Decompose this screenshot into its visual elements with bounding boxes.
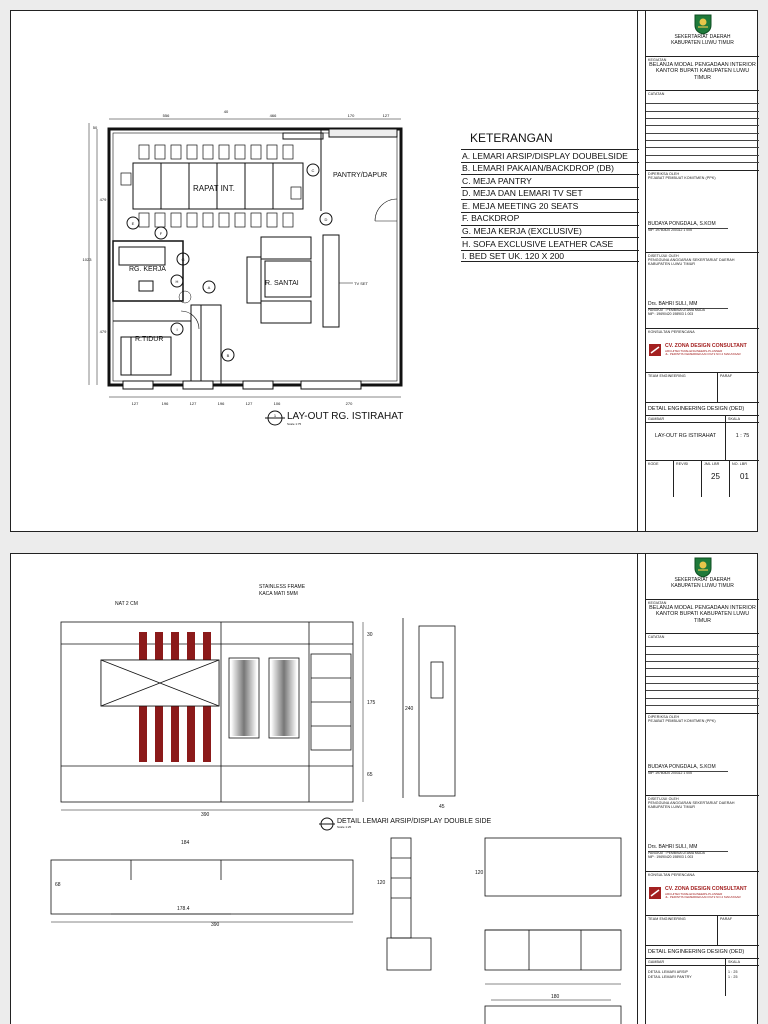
- org-line-1: SEKERTARIAT DAERAH: [674, 577, 731, 583]
- marker-c: C: [311, 168, 315, 173]
- gambar-label: GAMBAR: [646, 959, 726, 965]
- team-label: TEAM ENGINEERING: [646, 916, 718, 945]
- ppk-nip: NIP. 19760420 200312 1 005: [648, 771, 728, 776]
- konsultan-section: [646, 329, 759, 373]
- title-block-2: [645, 554, 759, 1024]
- gambar-label: GAMBAR: [646, 416, 726, 422]
- paraf-label: PARAF: [720, 374, 733, 379]
- pa-rank: PANGKAT : PEMBINA UTAMA MUDA: [648, 308, 728, 313]
- revisi-label: REVISI: [676, 462, 689, 467]
- dim-pantry-8: 120: [377, 880, 386, 886]
- dim-bottom-7: 270: [345, 401, 353, 406]
- dim-pantry-5: 178.4: [177, 906, 190, 912]
- marker-f: F: [159, 231, 163, 236]
- diperiksa-label: DIPERIKSA OLEH: [648, 172, 680, 177]
- dim-left-1: 50: [92, 125, 98, 130]
- catatan-lines: [646, 97, 759, 170]
- skala-value-2: 1 : 25: [728, 974, 738, 979]
- pa-name: Drs. BAHRI SULI, MM: [648, 301, 698, 308]
- pejabat-label: PEJABAT PEMBUAT KOMITMEN (PPK): [648, 176, 716, 181]
- note-stainless: STAINLESS FRAME: [259, 584, 306, 590]
- kegiatan-label: KEGIATAN: [648, 58, 667, 62]
- drawing-title-text: LAY-OUT RG. ISTIRAHAT: [287, 411, 404, 422]
- dim-top-1: 556: [162, 113, 170, 118]
- room-label-rapat: RAPAT INT.: [193, 184, 235, 193]
- skala-value: 1 : 75: [735, 433, 750, 440]
- logo-area: [646, 554, 759, 600]
- gambar-values: [646, 966, 726, 996]
- no-value: 01: [740, 471, 749, 481]
- dim-left-4: 479: [99, 329, 107, 334]
- gambar-header: [646, 416, 759, 423]
- legend-item: B. LEMARI PAKAIAN/BACKDROP (DB): [461, 162, 639, 175]
- legend-item: I. BED SET UK. 120 X 200: [461, 250, 639, 263]
- logo-area: [646, 11, 759, 57]
- dim-bottom-4: 196: [217, 401, 225, 406]
- pengguna-label: PENGGUNA ANGGARAN SEKERTARIAT DAERAH KABUPATEN LUWU TIMUR: [648, 801, 735, 810]
- pa-nip: NIP : 19690420 198903 1 003: [648, 855, 694, 860]
- dim-bottom-1: 127: [131, 401, 139, 406]
- skala-label: SKALA: [728, 417, 741, 422]
- note-nat: NAT 2 CM: [115, 601, 138, 607]
- konsultan-label: KONSULTAN PERENCANA: [648, 873, 695, 878]
- konsultan-section: [646, 872, 759, 916]
- legend-item: H. SOFA EXCLUSIVE LEATHER CASE: [461, 237, 639, 250]
- room-label-santai: R. SANTAI: [265, 280, 299, 287]
- team-label: TEAM ENGINEERING: [646, 373, 718, 402]
- marker-b: B: [226, 353, 230, 358]
- drawing-sheet-1: [10, 10, 758, 532]
- dim-front-width: 390: [201, 812, 210, 818]
- drawing-title-1: [287, 411, 403, 426]
- marker-a: A: [207, 285, 211, 290]
- consultant-sub1: ARCHITECTURE-ENGINEERS-PLANNER: [665, 348, 723, 353]
- dim-top-4: 170: [347, 113, 355, 118]
- catatan-section: [646, 634, 759, 714]
- dim-pantry-18: 180: [551, 994, 560, 1000]
- consultant-logo-icon: [648, 886, 662, 900]
- label-tvset: TV SET: [354, 281, 369, 286]
- drawing-title-2: [337, 818, 491, 829]
- pejabat-label: PEJABAT PEMBUAT KOMITMEN (PPK): [648, 719, 716, 724]
- catatan-label: CATATAN: [648, 92, 665, 96]
- gambar-value: LAY-OUT RG ISTIRAHAT: [646, 423, 726, 460]
- pa-rank: PANGKAT : PEMBINA UTAMA MUDA: [648, 851, 728, 856]
- floor-plan: [11, 11, 638, 533]
- dim-bottom-3: 127: [189, 401, 197, 406]
- kegiatan-text: BELANJA MODAL PENGADAAN INTERIOR KANTOR BUPATI KABUPATEN LUWU TIMUR: [649, 605, 756, 624]
- pengguna-label: PENGGUNA ANGGARAN SEKERTARIAT DAERAH KABUPATEN LUWU TIMUR: [648, 258, 735, 267]
- org-line-1: SEKERTARIAT DAERAH: [674, 34, 731, 40]
- team-section: [646, 373, 759, 403]
- cabinet-details: [11, 554, 638, 1024]
- ded-label: DETAIL ENGINEERING DESIGN (DED): [646, 403, 759, 416]
- layout-drawing-area: [11, 11, 638, 531]
- ppk-nip: NIP. 19760420 200312 1 005: [648, 228, 728, 233]
- disetujui-label: DISETUJUI OLEH: [648, 254, 679, 259]
- dim-bottom-5: 127: [245, 401, 253, 406]
- kegiatan-section: [646, 600, 759, 634]
- gambar-value-1: DETAIL LEMARI ARSIP: [648, 970, 689, 975]
- legend-item: E. MEJA MEETING 20 SEATS: [461, 199, 639, 212]
- ppk-section: [646, 171, 759, 253]
- catatan-section: [646, 91, 759, 171]
- consultant-sub2: JL. PERINTIS KEMERDEKAAN KM 9 NO.2 MAKASSAR: [665, 352, 741, 357]
- gambar-value-2: DETAIL LEMARI PANTRY: [648, 974, 692, 979]
- kode-label: KODE: [648, 462, 659, 467]
- gambar-row: [646, 423, 759, 461]
- jml-value: 25: [711, 471, 720, 481]
- consultant-name: CV. ZONA DESIGN CONSULTANT: [665, 885, 747, 892]
- pa-name: Drs. BAHRI SULI, MM: [648, 844, 698, 851]
- ppk-name: BUDAYA PONGDALA, S.KOM: [648, 764, 716, 771]
- gambar-row: [646, 966, 759, 996]
- konsultan-label: KONSULTAN PERENCANA: [648, 330, 695, 335]
- pa-section: [646, 796, 759, 872]
- marker-i: I: [176, 327, 178, 332]
- dim-pantry-3: 68: [55, 882, 61, 888]
- dim-bottom-2: 196: [161, 401, 169, 406]
- org-line-2: KABUPATEN LUWU TIMUR: [671, 582, 734, 589]
- dim-front-top: 30: [367, 632, 373, 638]
- dim-top-2: 40: [223, 109, 229, 114]
- svg-text:1: 1: [273, 413, 277, 418]
- note-kaca: KACA MATI 5MM: [259, 591, 298, 597]
- pa-nip: NIP : 19690420 198903 1 003: [648, 312, 694, 317]
- dim-pantry-1: 184: [181, 840, 190, 846]
- diperiksa-label: DIPERIKSA OLEH: [648, 715, 680, 720]
- dim-top-3: 466: [269, 113, 277, 118]
- skala-value-1: 1 : 25: [728, 970, 738, 975]
- dim-pantry-7: 390: [211, 922, 220, 928]
- legend-title: KETERANGAN: [470, 131, 553, 145]
- marker-h: H: [175, 279, 179, 284]
- pa-section: [646, 253, 759, 329]
- marker-d: D: [324, 217, 328, 222]
- paraf-label: PARAF: [720, 917, 733, 922]
- consultant-block: [648, 334, 757, 366]
- sheet-number-row: [646, 461, 759, 497]
- dim-top-5: 127: [382, 113, 390, 118]
- consultant-block: [648, 877, 757, 909]
- regency-emblem-icon: [692, 13, 714, 35]
- ppk-name: BUDAYA PONGDALA, S.KOM: [648, 221, 716, 228]
- legend-item: C. MEJA PANTRY: [461, 174, 639, 187]
- marker-g: G: [181, 257, 185, 262]
- consultant-sub1: ARCHITECTURE-ENGINEERS-PLANNER: [665, 891, 723, 896]
- drawing-scale: Scale 1:25: [337, 825, 352, 829]
- gambar-header: [646, 959, 759, 966]
- legend-item: D. MEJA DAN LEMARI TV SET: [461, 187, 639, 200]
- dim-left-3: 1023: [82, 257, 92, 262]
- dim-side-depth: 45: [439, 804, 445, 810]
- ppk-section: [646, 714, 759, 796]
- title-block-1: [645, 11, 759, 531]
- dim-bottom-6: 106: [273, 401, 281, 406]
- drawing-scale: Scale 1:75: [287, 422, 302, 426]
- dim-pantry-11: 120: [475, 870, 484, 876]
- marker-e: E: [131, 221, 135, 226]
- kegiatan-section: [646, 57, 759, 91]
- consultant-logo-icon: [648, 343, 662, 357]
- legend-item: A. LEMARI ARSIP/DISPLAY DOUBELSIDE: [461, 149, 639, 162]
- room-label-pantry: PANTRY/DAPUR: [333, 172, 388, 179]
- kegiatan-label: KEGIATAN: [648, 601, 667, 605]
- org-line-2: KABUPATEN LUWU TIMUR: [671, 39, 734, 46]
- skala-values: [726, 966, 759, 996]
- regency-emblem-icon: [692, 556, 714, 578]
- kegiatan-text: BELANJA MODAL PENGADAAN INTERIOR KANTOR BUPATI KABUPATEN LUWU TIMUR: [649, 62, 756, 81]
- disetujui-label: DISETUJUI OLEH: [648, 797, 679, 802]
- dim-front-mid: 175: [367, 700, 376, 706]
- skala-label: SKALA: [728, 960, 741, 965]
- dim-side-height: 240: [405, 706, 414, 712]
- legend-item: F. BACKDROP: [461, 212, 639, 225]
- drawing-title-text: DETAIL LEMARI ARSIP/DISPLAY DOUBLE SIDE: [337, 818, 492, 825]
- detail-drawing-area: [11, 554, 638, 1024]
- no-label: NO. LBR: [732, 462, 748, 467]
- legend-keterangan: [461, 131, 639, 262]
- drawing-sheet-2: [10, 553, 758, 1024]
- jml-label: JML LBR: [704, 462, 720, 467]
- room-label-tidur: R.TIDUR: [135, 336, 164, 343]
- ded-label: DETAIL ENGINEERING DESIGN (DED): [646, 946, 759, 959]
- dim-left-2: 479: [99, 197, 107, 202]
- legend-item: G. MEJA KERJA (EXCLUSIVE): [461, 225, 639, 238]
- dim-front-base: 65: [367, 772, 373, 778]
- team-section: [646, 916, 759, 946]
- consultant-sub2: JL. PERINTIS KEMERDEKAAN KM 9 NO.2 MAKASSAR: [665, 895, 741, 900]
- room-label-kerja: RG. KERJA: [129, 266, 166, 273]
- consultant-name: CV. ZONA DESIGN CONSULTANT: [665, 342, 747, 349]
- catatan-label: CATATAN: [648, 635, 665, 639]
- catatan-lines: [646, 640, 759, 713]
